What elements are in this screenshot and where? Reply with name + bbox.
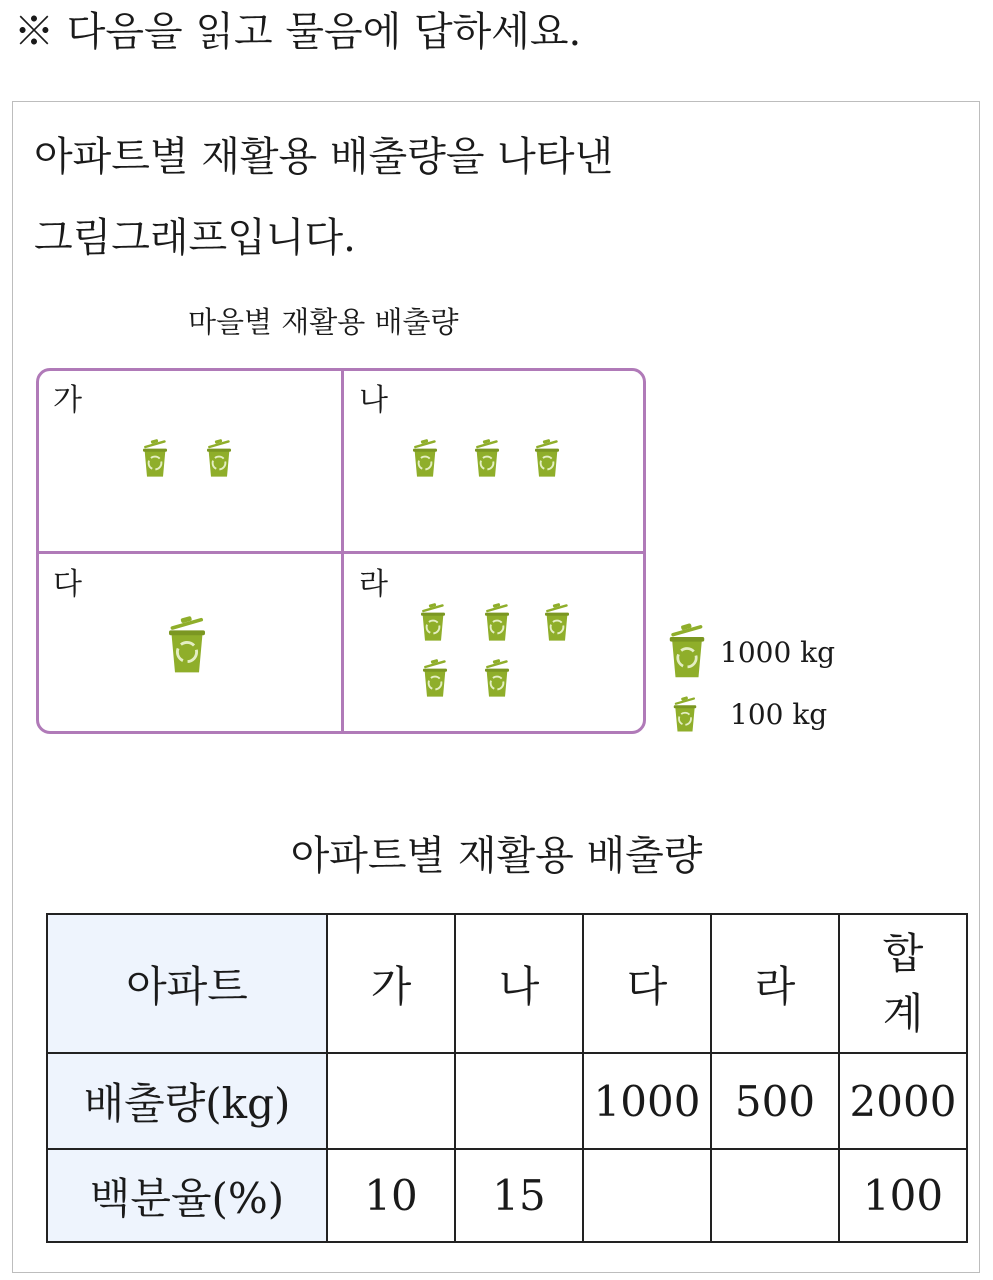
recycle-bin-icon: [531, 439, 563, 479]
recycle-bin-icon: [481, 659, 513, 699]
row-label-amount: 배출량(kg): [47, 1053, 327, 1149]
table-title: 아파트별 재활용 배출량: [290, 833, 703, 879]
recycle-bin-icon: [409, 439, 441, 479]
cell-percent-da: [583, 1149, 711, 1242]
cell-label-ga: 가: [53, 383, 82, 418]
table-row: [47, 1149, 967, 1242]
cell-label-da: 다: [53, 567, 82, 602]
cell-percent-ra: [711, 1149, 839, 1242]
recycle-bin-icon: [203, 439, 235, 479]
data-table: [46, 913, 968, 1243]
header-da: 다: [583, 914, 711, 1053]
cell-label-ra: 라: [359, 567, 388, 602]
table-header-row: [47, 914, 967, 1053]
cell-amount-ga: [327, 1053, 455, 1149]
cell-amount-da: 1000: [583, 1053, 711, 1149]
cell-amount-ra: 500: [711, 1053, 839, 1149]
recycle-bin-icon: [419, 659, 451, 699]
header-total: [839, 914, 967, 1053]
legend-large-label: 1000 kg: [720, 636, 836, 669]
instruction: ※ 다음을 읽고 물음에 답하세요.: [14, 9, 582, 55]
picture-graph: [36, 368, 646, 734]
row-label-percent: 백분율(%): [47, 1149, 327, 1242]
recycle-bin-icon: [417, 603, 449, 643]
graph-title: 마을별 재활용 배출량: [188, 305, 459, 339]
legend-small-bin-icon: [670, 696, 700, 734]
header-apartment: 아파트: [47, 914, 327, 1053]
recycle-bin-icon: [471, 439, 503, 479]
cell-amount-na: [455, 1053, 583, 1149]
cell-percent-ga: 10: [327, 1149, 455, 1242]
question-line-1: 아파트별 재활용 배출량을 나타낸: [34, 134, 614, 180]
cell-label-na: 나: [359, 383, 388, 418]
cell-percent-na: 15: [455, 1149, 583, 1242]
legend-small-label: 100 kg: [730, 698, 828, 731]
recycle-bin-icon: [541, 603, 573, 643]
recycle-bin-icon: [139, 439, 171, 479]
legend-large-bin-icon: [664, 622, 710, 682]
recycle-bin-icon: [163, 615, 211, 677]
question-line-2: 그림그래프입니다.: [34, 215, 356, 261]
header-total-bottom: 계: [882, 988, 924, 1038]
header-total-top: 합: [882, 928, 924, 978]
grid-divider-horizontal: [39, 551, 643, 554]
cell-percent-total: 100: [839, 1149, 967, 1242]
cell-amount-total: 2000: [839, 1053, 967, 1149]
header-ra: 라: [711, 914, 839, 1053]
recycle-bin-icon: [481, 603, 513, 643]
header-ga: 가: [327, 914, 455, 1053]
header-na: 나: [455, 914, 583, 1053]
table-row: [47, 1053, 967, 1149]
